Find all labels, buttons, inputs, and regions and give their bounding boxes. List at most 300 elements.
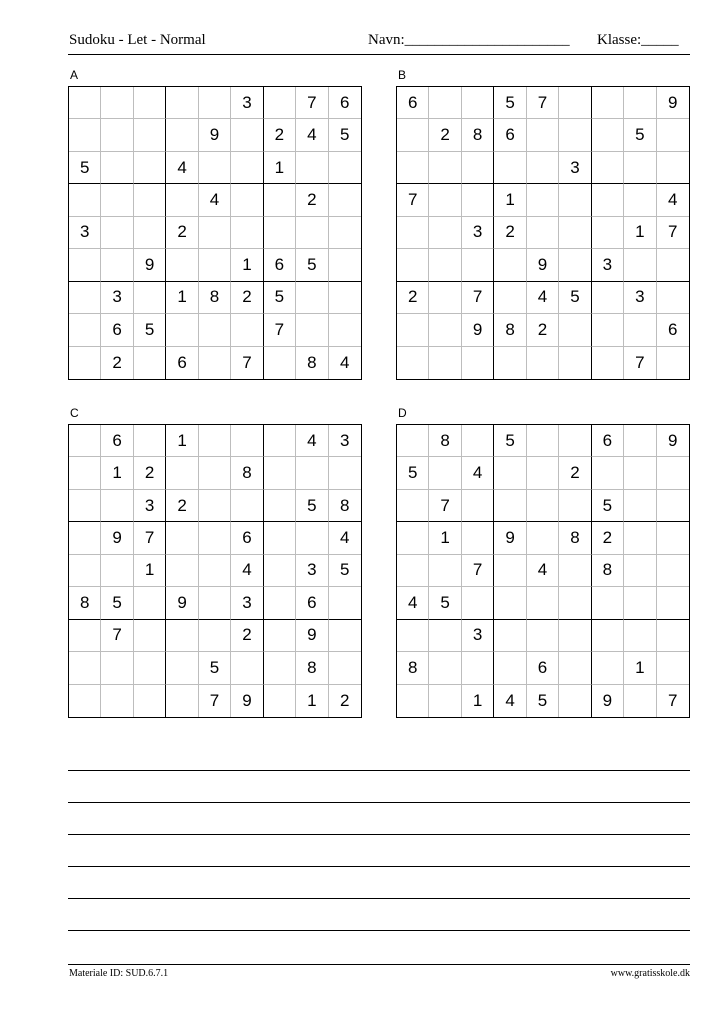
sudoku-cell[interactable] [527, 347, 559, 379]
sudoku-cell[interactable] [494, 282, 526, 314]
sudoku-cell[interactable]: 5 [494, 87, 526, 119]
sudoku-cell[interactable] [264, 555, 296, 587]
sudoku-cell[interactable] [397, 314, 429, 346]
sudoku-cell[interactable] [559, 620, 591, 652]
sudoku-cell[interactable] [429, 555, 461, 587]
sudoku-cell[interactable] [624, 152, 656, 184]
sudoku-cell[interactable] [101, 184, 133, 216]
sudoku-cell[interactable] [494, 347, 526, 379]
sudoku-cell[interactable]: 8 [397, 652, 429, 684]
sudoku-cell[interactable] [329, 282, 361, 314]
sudoku-cell[interactable] [264, 587, 296, 619]
sudoku-cell[interactable]: 3 [624, 282, 656, 314]
sudoku-cell[interactable] [134, 217, 166, 249]
sudoku-cell[interactable] [397, 217, 429, 249]
sudoku-cell[interactable] [397, 685, 429, 717]
sudoku-cell[interactable] [134, 685, 166, 717]
sudoku-cell[interactable] [397, 522, 429, 554]
sudoku-cell[interactable] [134, 119, 166, 151]
sudoku-cell[interactable]: 2 [494, 217, 526, 249]
sudoku-cell[interactable]: 4 [527, 282, 559, 314]
sudoku-cell[interactable] [527, 184, 559, 216]
sudoku-cell[interactable] [462, 522, 494, 554]
sudoku-cell[interactable]: 6 [527, 652, 559, 684]
sudoku-cell[interactable]: 6 [329, 87, 361, 119]
sudoku-cell[interactable]: 3 [231, 587, 263, 619]
sudoku-cell[interactable] [624, 249, 656, 281]
sudoku-cell[interactable]: 3 [462, 620, 494, 652]
sudoku-cell[interactable]: 7 [527, 87, 559, 119]
sudoku-cell[interactable]: 6 [101, 314, 133, 346]
sudoku-cell[interactable] [397, 347, 429, 379]
sudoku-cell[interactable]: 2 [166, 217, 198, 249]
sudoku-cell[interactable] [101, 685, 133, 717]
sudoku-cell[interactable] [559, 555, 591, 587]
sudoku-cell[interactable]: 7 [296, 87, 328, 119]
sudoku-cell[interactable] [592, 152, 624, 184]
sudoku-cell[interactable] [657, 119, 689, 151]
sudoku-cell[interactable] [166, 522, 198, 554]
sudoku-cell[interactable] [199, 522, 231, 554]
sudoku-cell[interactable] [231, 425, 263, 457]
sudoku-cell[interactable] [624, 87, 656, 119]
sudoku-cell[interactable]: 4 [231, 555, 263, 587]
sudoku-cell[interactable]: 9 [657, 425, 689, 457]
sudoku-cell[interactable] [592, 457, 624, 489]
sudoku-cell[interactable] [559, 184, 591, 216]
sudoku-cell[interactable]: 6 [101, 425, 133, 457]
sudoku-cell[interactable] [624, 522, 656, 554]
sudoku-cell[interactable] [527, 425, 559, 457]
sudoku-cell[interactable]: 4 [462, 457, 494, 489]
sudoku-cell[interactable] [494, 620, 526, 652]
sudoku-cell[interactable] [462, 152, 494, 184]
sudoku-cell[interactable] [199, 87, 231, 119]
sudoku-cell[interactable] [199, 217, 231, 249]
sudoku-cell[interactable] [462, 652, 494, 684]
sudoku-cell[interactable] [657, 522, 689, 554]
sudoku-cell[interactable] [657, 620, 689, 652]
sudoku-cell[interactable] [166, 555, 198, 587]
sudoku-cell[interactable] [69, 620, 101, 652]
sudoku-cell[interactable] [101, 152, 133, 184]
sudoku-cell[interactable] [494, 152, 526, 184]
sudoku-cell[interactable] [559, 119, 591, 151]
sudoku-cell[interactable] [199, 457, 231, 489]
sudoku-cell[interactable] [296, 522, 328, 554]
sudoku-cell[interactable] [166, 685, 198, 717]
sudoku-cell[interactable] [559, 217, 591, 249]
sudoku-cell[interactable]: 8 [69, 587, 101, 619]
sudoku-cell[interactable] [624, 490, 656, 522]
sudoku-cell[interactable] [264, 87, 296, 119]
sudoku-cell[interactable] [592, 282, 624, 314]
sudoku-cell[interactable] [559, 249, 591, 281]
sudoku-cell[interactable]: 5 [429, 587, 461, 619]
sudoku-cell[interactable] [329, 152, 361, 184]
sudoku-cell[interactable] [69, 87, 101, 119]
sudoku-cell[interactable] [199, 249, 231, 281]
sudoku-cell[interactable] [462, 249, 494, 281]
sudoku-cell[interactable] [657, 652, 689, 684]
sudoku-cell[interactable]: 2 [592, 522, 624, 554]
sudoku-cell[interactable] [166, 620, 198, 652]
sudoku-cell[interactable] [69, 457, 101, 489]
sudoku-cell[interactable]: 5 [329, 555, 361, 587]
sudoku-cell[interactable] [296, 152, 328, 184]
sudoku-cell[interactable]: 1 [624, 217, 656, 249]
sudoku-cell[interactable] [264, 184, 296, 216]
sudoku-cell[interactable]: 8 [462, 119, 494, 151]
sudoku-cell[interactable] [296, 457, 328, 489]
sudoku-cell[interactable] [134, 620, 166, 652]
sudoku-cell[interactable] [462, 587, 494, 619]
sudoku-cell[interactable] [69, 685, 101, 717]
sudoku-cell[interactable] [624, 555, 656, 587]
sudoku-cell[interactable]: 9 [134, 249, 166, 281]
sudoku-cell[interactable] [527, 620, 559, 652]
sudoku-cell[interactable] [527, 457, 559, 489]
sudoku-cell[interactable]: 4 [329, 522, 361, 554]
sudoku-cell[interactable]: 2 [296, 184, 328, 216]
sudoku-cell[interactable] [462, 490, 494, 522]
sudoku-cell[interactable]: 5 [624, 119, 656, 151]
sudoku-cell[interactable] [527, 217, 559, 249]
sudoku-cell[interactable] [429, 652, 461, 684]
sudoku-cell[interactable] [527, 522, 559, 554]
sudoku-cell[interactable]: 2 [134, 457, 166, 489]
sudoku-cell[interactable] [397, 425, 429, 457]
sudoku-cell[interactable] [559, 87, 591, 119]
sudoku-cell[interactable] [462, 425, 494, 457]
sudoku-cell[interactable]: 3 [559, 152, 591, 184]
sudoku-cell[interactable] [429, 87, 461, 119]
sudoku-cell[interactable]: 9 [231, 685, 263, 717]
sudoku-cell[interactable]: 4 [166, 152, 198, 184]
sudoku-cell[interactable] [559, 685, 591, 717]
sudoku-cell[interactable] [296, 314, 328, 346]
sudoku-cell[interactable] [559, 314, 591, 346]
sudoku-cell[interactable] [199, 347, 231, 379]
sudoku-cell[interactable]: 7 [657, 217, 689, 249]
sudoku-cell[interactable]: 3 [134, 490, 166, 522]
sudoku-cell[interactable] [101, 652, 133, 684]
sudoku-cell[interactable] [166, 314, 198, 346]
sudoku-cell[interactable] [462, 347, 494, 379]
sudoku-cell[interactable]: 4 [296, 425, 328, 457]
sudoku-cell[interactable]: 9 [657, 87, 689, 119]
sudoku-cell[interactable]: 4 [296, 119, 328, 151]
sudoku-cell[interactable] [429, 282, 461, 314]
sudoku-cell[interactable] [69, 555, 101, 587]
sudoku-cell[interactable] [199, 425, 231, 457]
sudoku-cell[interactable]: 3 [329, 425, 361, 457]
sudoku-cell[interactable]: 5 [69, 152, 101, 184]
sudoku-cell[interactable]: 6 [657, 314, 689, 346]
sudoku-cell[interactable]: 2 [231, 282, 263, 314]
sudoku-cell[interactable] [624, 457, 656, 489]
sudoku-cell[interactable] [624, 314, 656, 346]
sudoku-cell[interactable]: 2 [559, 457, 591, 489]
sudoku-cell[interactable] [329, 587, 361, 619]
sudoku-cell[interactable]: 6 [397, 87, 429, 119]
sudoku-cell[interactable] [592, 587, 624, 619]
sudoku-cell[interactable]: 5 [329, 119, 361, 151]
sudoku-cell[interactable] [166, 457, 198, 489]
sudoku-cell[interactable] [69, 282, 101, 314]
sudoku-cell[interactable] [231, 490, 263, 522]
sudoku-cell[interactable] [134, 282, 166, 314]
sudoku-cell[interactable] [527, 119, 559, 151]
sudoku-cell[interactable]: 1 [166, 282, 198, 314]
sudoku-cell[interactable]: 6 [296, 587, 328, 619]
sudoku-cell[interactable] [329, 314, 361, 346]
sudoku-cell[interactable]: 5 [296, 490, 328, 522]
sudoku-cell[interactable] [166, 87, 198, 119]
sudoku-cell[interactable]: 5 [101, 587, 133, 619]
sudoku-cell[interactable] [329, 652, 361, 684]
sudoku-cell[interactable] [657, 249, 689, 281]
sudoku-cell[interactable]: 3 [462, 217, 494, 249]
sudoku-cell[interactable]: 7 [462, 555, 494, 587]
sudoku-cell[interactable] [264, 217, 296, 249]
sudoku-cell[interactable] [429, 620, 461, 652]
sudoku-cell[interactable] [231, 184, 263, 216]
sudoku-cell[interactable] [527, 490, 559, 522]
sudoku-cell[interactable] [624, 425, 656, 457]
sudoku-cell[interactable] [199, 620, 231, 652]
sudoku-cell[interactable]: 9 [199, 119, 231, 151]
sudoku-cell[interactable]: 5 [134, 314, 166, 346]
sudoku-cell[interactable] [296, 282, 328, 314]
sudoku-cell[interactable] [559, 347, 591, 379]
sudoku-cell[interactable]: 9 [494, 522, 526, 554]
sudoku-cell[interactable] [559, 425, 591, 457]
sudoku-cell[interactable] [101, 555, 133, 587]
sudoku-cell[interactable]: 9 [101, 522, 133, 554]
sudoku-cell[interactable] [494, 457, 526, 489]
sudoku-cell[interactable]: 7 [397, 184, 429, 216]
sudoku-cell[interactable]: 2 [166, 490, 198, 522]
sudoku-cell[interactable]: 4 [397, 587, 429, 619]
sudoku-cell[interactable] [397, 119, 429, 151]
sudoku-cell[interactable]: 6 [166, 347, 198, 379]
sudoku-cell[interactable]: 8 [494, 314, 526, 346]
sudoku-cell[interactable] [657, 282, 689, 314]
sudoku-cell[interactable] [69, 314, 101, 346]
sudoku-cell[interactable] [296, 217, 328, 249]
sudoku-cell[interactable]: 2 [264, 119, 296, 151]
sudoku-cell[interactable]: 8 [329, 490, 361, 522]
sudoku-cell[interactable]: 7 [101, 620, 133, 652]
sudoku-cell[interactable]: 8 [231, 457, 263, 489]
sudoku-cell[interactable] [199, 555, 231, 587]
sudoku-cell[interactable] [264, 685, 296, 717]
sudoku-cell[interactable]: 5 [494, 425, 526, 457]
sudoku-cell[interactable]: 9 [592, 685, 624, 717]
sudoku-cell[interactable] [69, 119, 101, 151]
sudoku-cell[interactable] [494, 249, 526, 281]
sudoku-cell[interactable] [657, 457, 689, 489]
sudoku-cell[interactable] [134, 425, 166, 457]
sudoku-cell[interactable] [494, 555, 526, 587]
sudoku-cell[interactable]: 1 [462, 685, 494, 717]
sudoku-cell[interactable]: 7 [231, 347, 263, 379]
sudoku-cell[interactable] [199, 490, 231, 522]
sudoku-cell[interactable] [592, 652, 624, 684]
sudoku-cell[interactable]: 8 [429, 425, 461, 457]
sudoku-cell[interactable] [559, 490, 591, 522]
sudoku-cell[interactable] [429, 347, 461, 379]
sudoku-cell[interactable]: 7 [462, 282, 494, 314]
sudoku-cell[interactable]: 9 [166, 587, 198, 619]
sudoku-cell[interactable] [592, 347, 624, 379]
sudoku-cell[interactable] [657, 490, 689, 522]
sudoku-cell[interactable]: 1 [231, 249, 263, 281]
sudoku-cell[interactable]: 3 [101, 282, 133, 314]
sudoku-cell[interactable]: 4 [494, 685, 526, 717]
sudoku-cell[interactable] [494, 587, 526, 619]
sudoku-cell[interactable] [559, 587, 591, 619]
sudoku-cell[interactable] [134, 347, 166, 379]
sudoku-cell[interactable] [264, 522, 296, 554]
sudoku-cell[interactable]: 7 [264, 314, 296, 346]
sudoku-cell[interactable] [657, 347, 689, 379]
sudoku-cell[interactable] [101, 490, 133, 522]
sudoku-cell[interactable] [264, 652, 296, 684]
sudoku-cell[interactable] [101, 119, 133, 151]
sudoku-cell[interactable]: 7 [429, 490, 461, 522]
sudoku-cell[interactable] [329, 184, 361, 216]
sudoku-cell[interactable]: 1 [134, 555, 166, 587]
sudoku-cell[interactable] [592, 87, 624, 119]
sudoku-cell[interactable] [231, 152, 263, 184]
sudoku-cell[interactable] [134, 184, 166, 216]
sudoku-cell[interactable] [527, 587, 559, 619]
sudoku-cell[interactable] [134, 587, 166, 619]
sudoku-cell[interactable] [429, 685, 461, 717]
sudoku-cell[interactable]: 5 [527, 685, 559, 717]
sudoku-cell[interactable] [69, 425, 101, 457]
sudoku-cell[interactable]: 4 [657, 184, 689, 216]
sudoku-cell[interactable]: 5 [296, 249, 328, 281]
sudoku-cell[interactable] [69, 347, 101, 379]
sudoku-cell[interactable] [231, 217, 263, 249]
sudoku-cell[interactable] [231, 652, 263, 684]
sudoku-cell[interactable]: 5 [592, 490, 624, 522]
sudoku-cell[interactable] [166, 184, 198, 216]
sudoku-cell[interactable]: 2 [429, 119, 461, 151]
sudoku-cell[interactable] [429, 314, 461, 346]
sudoku-cell[interactable]: 3 [69, 217, 101, 249]
sudoku-cell[interactable] [166, 249, 198, 281]
sudoku-cell[interactable]: 8 [296, 652, 328, 684]
sudoku-cell[interactable] [101, 87, 133, 119]
sudoku-cell[interactable] [494, 652, 526, 684]
sudoku-cell[interactable] [397, 555, 429, 587]
sudoku-cell[interactable] [592, 217, 624, 249]
sudoku-cell[interactable] [69, 652, 101, 684]
sudoku-cell[interactable]: 7 [134, 522, 166, 554]
sudoku-cell[interactable] [231, 314, 263, 346]
sudoku-cell[interactable] [624, 685, 656, 717]
sudoku-cell[interactable] [624, 620, 656, 652]
sudoku-cell[interactable] [657, 152, 689, 184]
sudoku-cell[interactable] [397, 620, 429, 652]
sudoku-cell[interactable] [264, 457, 296, 489]
sudoku-cell[interactable] [199, 314, 231, 346]
sudoku-cell[interactable]: 1 [429, 522, 461, 554]
sudoku-cell[interactable] [429, 184, 461, 216]
sudoku-cell[interactable] [624, 184, 656, 216]
sudoku-cell[interactable] [429, 152, 461, 184]
sudoku-cell[interactable] [429, 217, 461, 249]
sudoku-cell[interactable] [397, 152, 429, 184]
sudoku-cell[interactable]: 7 [199, 685, 231, 717]
sudoku-cell[interactable]: 8 [592, 555, 624, 587]
sudoku-cell[interactable] [462, 184, 494, 216]
sudoku-cell[interactable] [134, 152, 166, 184]
sudoku-cell[interactable] [494, 490, 526, 522]
sudoku-cell[interactable] [264, 620, 296, 652]
sudoku-cell[interactable] [69, 184, 101, 216]
sudoku-cell[interactable] [429, 457, 461, 489]
sudoku-cell[interactable] [69, 522, 101, 554]
sudoku-cell[interactable]: 2 [340, 690, 350, 710]
sudoku-cell[interactable] [101, 249, 133, 281]
sudoku-cell[interactable] [397, 249, 429, 281]
sudoku-cell[interactable] [166, 652, 198, 684]
sudoku-cell[interactable] [592, 184, 624, 216]
sudoku-cell[interactable] [101, 217, 133, 249]
sudoku-cell[interactable] [69, 249, 101, 281]
sudoku-cell[interactable]: 1 [264, 152, 296, 184]
sudoku-cell[interactable]: 5 [559, 282, 591, 314]
sudoku-cell[interactable] [329, 620, 361, 652]
sudoku-cell[interactable]: 9 [527, 249, 559, 281]
sudoku-cell[interactable] [264, 347, 296, 379]
sudoku-cell[interactable] [329, 249, 361, 281]
sudoku-cell[interactable] [69, 490, 101, 522]
sudoku-cell[interactable]: 8 [199, 282, 231, 314]
sudoku-cell[interactable]: 4 [527, 555, 559, 587]
sudoku-cell[interactable] [592, 314, 624, 346]
sudoku-cell[interactable] [199, 587, 231, 619]
sudoku-cell[interactable] [527, 152, 559, 184]
sudoku-cell[interactable] [397, 490, 429, 522]
sudoku-cell[interactable] [264, 425, 296, 457]
sudoku-cell[interactable]: 6 [264, 249, 296, 281]
sudoku-cell[interactable]: 9 [462, 314, 494, 346]
sudoku-cell[interactable]: 1 [494, 184, 526, 216]
sudoku-cell[interactable]: 9 [296, 620, 328, 652]
sudoku-cell[interactable] [199, 152, 231, 184]
sudoku-cell[interactable]: 3 [231, 87, 263, 119]
sudoku-cell[interactable] [624, 587, 656, 619]
sudoku-cell[interactable] [134, 652, 166, 684]
sudoku-cell[interactable]: 2 [101, 347, 133, 379]
sudoku-cell[interactable]: 1 [296, 685, 328, 717]
sudoku-cell[interactable]: 7 [668, 690, 678, 710]
sudoku-cell[interactable] [231, 119, 263, 151]
sudoku-cell[interactable] [329, 457, 361, 489]
sudoku-cell[interactable]: 4 [340, 352, 350, 372]
sudoku-cell[interactable] [592, 620, 624, 652]
sudoku-cell[interactable] [429, 249, 461, 281]
sudoku-cell[interactable] [462, 87, 494, 119]
sudoku-cell[interactable] [592, 119, 624, 151]
sudoku-cell[interactable]: 2 [527, 314, 559, 346]
